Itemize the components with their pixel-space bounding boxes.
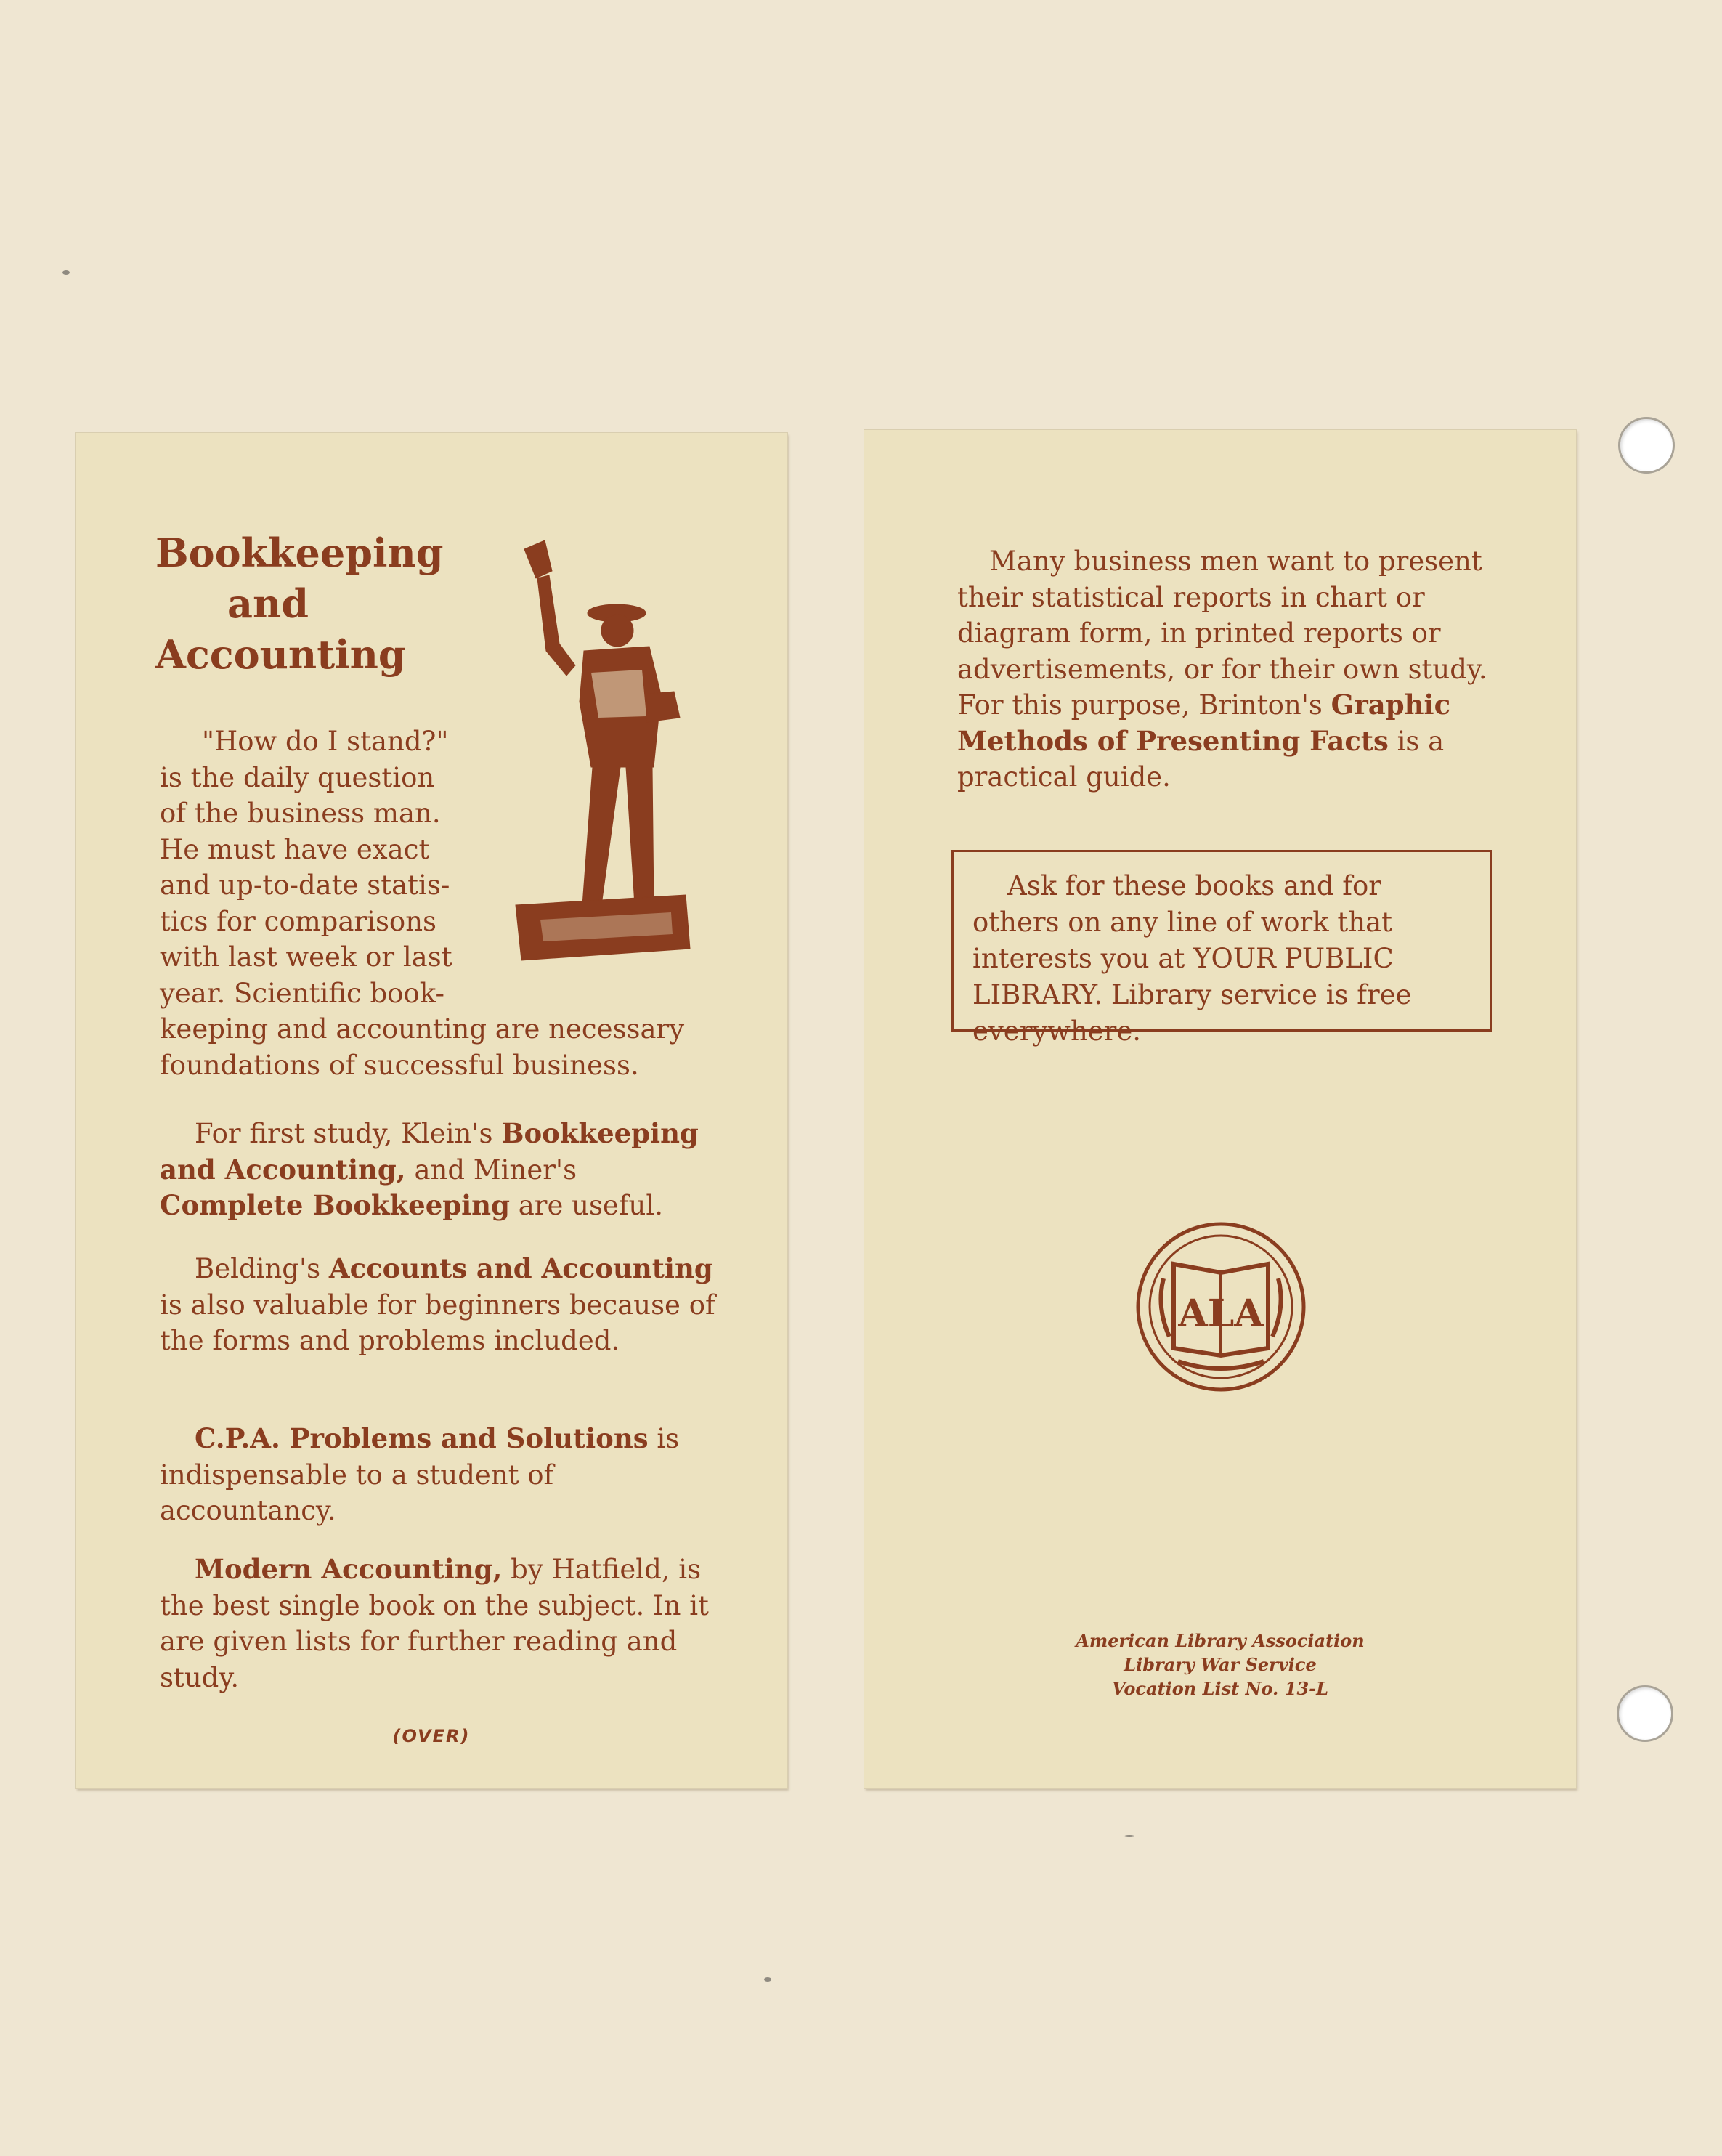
text-run: Belding's xyxy=(195,1253,329,1284)
book-title: C.P.A. Problems and Solutions xyxy=(195,1422,649,1454)
soldier-holding-book-icon xyxy=(511,527,693,963)
intro-line: of the business man. xyxy=(160,798,441,829)
publisher-credit xyxy=(864,1629,1576,1701)
over-marker: (OVER) xyxy=(392,1726,471,1746)
credit-line: American Library Association xyxy=(1076,1630,1365,1651)
book-title: Complete Bookkeeping xyxy=(160,1189,510,1221)
paragraph-brinton xyxy=(957,543,1503,795)
title-line: Accounting xyxy=(155,631,406,678)
intro-line: tics for comparisons xyxy=(160,905,437,937)
paragraph-cpa xyxy=(160,1421,719,1529)
text-run: For first study, Klein's xyxy=(195,1118,502,1149)
intro-line: and up-to-date statis- xyxy=(160,870,450,901)
credit-line: Vocation List No. 13-L xyxy=(1111,1678,1329,1699)
title-line: Bookkeeping xyxy=(155,530,444,576)
paragraph-hatfield xyxy=(160,1552,719,1695)
paragraph-klein-miner xyxy=(160,1116,719,1224)
intro-line: is the daily question xyxy=(160,761,435,793)
paper-speck xyxy=(764,1977,771,1982)
text-run: by Hatfield, is the best single book on the subject. In it are given lists for further reading and study. xyxy=(160,1554,709,1693)
text-run: is indispensable to a student of accountancy. xyxy=(160,1423,680,1526)
text-run: Many business men want to present their statistical reports in chart or diagram form, in printed reports or advertisements, or for their own study. For this purpose, Brinton's xyxy=(957,546,1487,721)
text-run: are useful. xyxy=(509,1190,663,1221)
intro-line: with last week or last xyxy=(160,941,452,973)
text-run: and Miner's xyxy=(405,1154,577,1186)
library-notice-text: Ask for these books and for others on any line of work that interests you at YOUR PUBLIC LIBRARY. Library service is free everywhere. xyxy=(972,870,1412,1047)
title-line: and xyxy=(227,580,309,627)
paper-speck xyxy=(1124,1835,1134,1837)
intro-narrow-column xyxy=(160,724,537,1011)
ala-seal-icon xyxy=(1134,1220,1307,1393)
book-title: Bookkeeping and Accounting, xyxy=(160,1117,699,1186)
intro-line: year. Scientific book- xyxy=(160,977,445,1009)
paragraph-belding xyxy=(160,1251,719,1359)
library-notice-box xyxy=(951,850,1492,1047)
intro-line: "How do I stand?" xyxy=(202,726,449,757)
text-run: is a practical guide. xyxy=(957,725,1445,793)
punch-hole-top xyxy=(1618,417,1675,474)
leaflet-front-card xyxy=(76,433,787,1788)
leaflet-title xyxy=(155,527,444,680)
punch-hole-bottom xyxy=(1617,1685,1673,1742)
intro-line: He must have exact xyxy=(160,833,430,865)
paper-speck xyxy=(62,270,70,275)
book-title: Modern Accounting, xyxy=(195,1553,503,1585)
text-run: is also valuable for beginners because of the forms and problems included. xyxy=(160,1289,715,1356)
intro-continuation: keeping and accounting are necessary foundations of successful business. xyxy=(160,1013,685,1081)
credit-line: Library War Service xyxy=(1124,1654,1317,1675)
book-title: Graphic Methods of Presenting Facts xyxy=(957,689,1451,757)
leaflet-back-card xyxy=(864,430,1576,1788)
seal-letters: ALA xyxy=(1178,1292,1264,1336)
book-title: Accounts and Accounting xyxy=(328,1252,713,1284)
